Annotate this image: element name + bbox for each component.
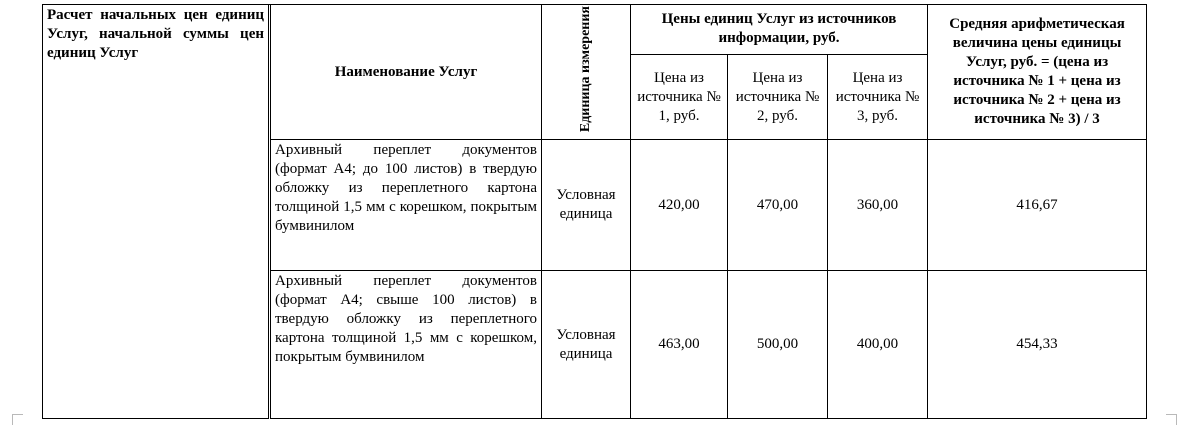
header-source-3: Цена из источника № 3, руб. <box>828 54 928 139</box>
page-corner-mark-left <box>12 414 23 425</box>
service-unit: Условная единица <box>542 271 631 419</box>
header-source-1: Цена из источника № 1, руб. <box>631 54 728 139</box>
header-row-1 <box>43 5 1147 55</box>
service-name: Архивный переплет документов (формат А4; свыше 100 листов) в твердую обложку из переплетного картона толщиной 1,5 мм с корешком, покрытым бумвинилом <box>270 271 542 419</box>
price-source-2: 500,00 <box>728 271 828 419</box>
price-source-2: 470,00 <box>728 140 828 271</box>
service-name: Архивный переплет документов (формат А4; до 100 листов) в твердую обложку из переплетного картона толщиной 1,5 мм с корешком, покрытым бумвинилом <box>270 140 542 271</box>
calculation-label: Расчет начальных цен единиц Услуг, начальной суммы цен единиц Услуг <box>43 5 270 419</box>
price-source-1: 463,00 <box>631 271 728 419</box>
page-corner-mark-right <box>1166 414 1177 425</box>
price-average: 454,33 <box>928 271 1147 419</box>
header-unit <box>542 5 631 140</box>
service-unit: Условная единица <box>542 140 631 271</box>
price-calculation-table <box>42 4 1147 419</box>
header-prices-group: Цены единиц Услуг из источников информации, руб. <box>631 5 928 55</box>
header-source-2: Цена из источника № 2, руб. <box>728 54 828 139</box>
header-unit-text: Единица измерения <box>578 6 593 133</box>
header-average: Средняя арифметическая величина цены единицы Услуг, руб. = (цена из источника № 1 + цена из источника № 2 + цена из источника № 3) / 3 <box>928 5 1147 140</box>
header-service-name: Наименование Услуг <box>270 5 542 140</box>
price-source-3: 400,00 <box>828 271 928 419</box>
price-source-1: 420,00 <box>631 140 728 271</box>
price-source-3: 360,00 <box>828 140 928 271</box>
price-average: 416,67 <box>928 140 1147 271</box>
